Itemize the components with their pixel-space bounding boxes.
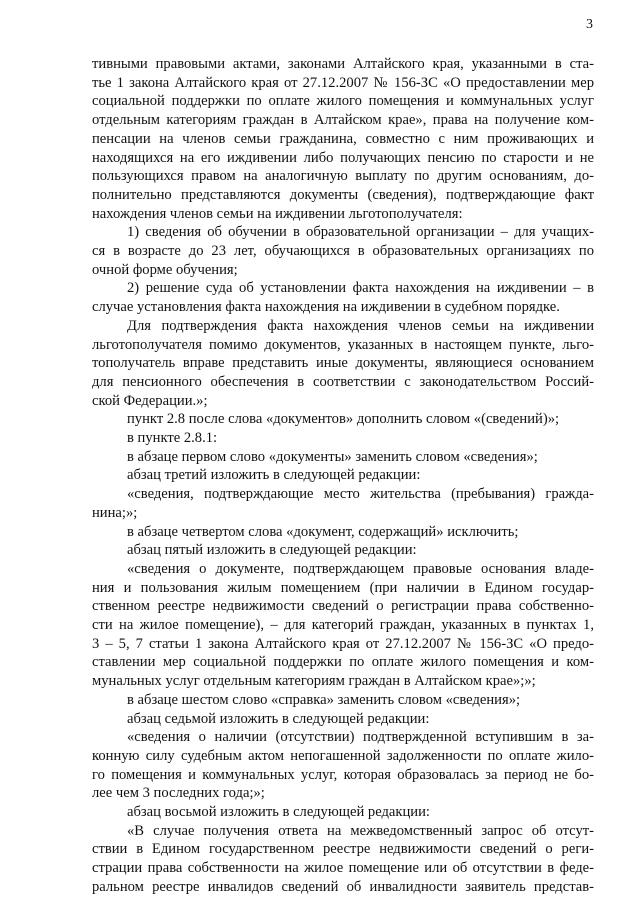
text-line: тивными правовыми актами, законами Алтайского края, указанными в ста-: [92, 56, 594, 72]
text-line: 3 – 5, 7 статьи 1 закона Алтайского края от 27.12.2007 № 156-ЗС «О предо-: [92, 635, 594, 652]
text-line: ставлении мер социальной поддержки по оплате жилого помещения и ком-: [92, 654, 594, 671]
text-line: абзац седьмой изложить в следующей редакции:: [127, 710, 430, 727]
text-line: сти на жилое помещение), – для категорий граждан, указанных в пунктах 1,: [92, 617, 594, 633]
text-line: абзац третий изложить в следующей редакции:: [127, 467, 421, 484]
text-line: случае установления факта нахождения на иждивении в судебном порядке.: [92, 299, 560, 316]
text-line: тье 1 закона Алтайского края от 27.12.2007 № 156-ЗС «О предоставлении мер: [92, 74, 594, 91]
text-line: нахождения членов семьи на иждивении льготополучателя:: [92, 205, 463, 222]
text-line: «сведения, подтверждающие место жительства (пребывания) гражда-: [127, 486, 594, 503]
text-line: ральном реестре инвалидов сведений об инвалидности заявитель представ-: [92, 878, 594, 895]
text-line: конную силу судебным актом непогашенной задолженности по оплате жило-: [92, 747, 594, 764]
text-line: пенсации на членов семьи гражданина, совместно с ним проживающих и: [92, 130, 594, 147]
text-line: отдельным категориям граждан в Алтайском крае», права на получение ком-: [92, 112, 594, 129]
text-line: «В случае получения ответа на межведомственный запрос об отсут-: [127, 822, 594, 839]
text-line: ния и пользования жилым помещением (при наличии в Едином государ-: [92, 579, 594, 596]
text-line: пункт 2.8 после слова «документов» дополнить словом «(сведений)»;: [127, 411, 560, 428]
text-line: находящихся на его иждивении либо получающих пенсию по старости и не: [92, 149, 594, 166]
text-line: Для подтверждения факта нахождения членов семьи на иждивении: [127, 317, 594, 334]
text-line: «сведения о документе, подтверждающем правовые основания владе-: [127, 560, 594, 577]
text-line: страции права собственности на жилое помещение или об отсутствии в феде-: [92, 860, 594, 877]
text-line: полнительно представляются документы (сведения), подтверждающие факт: [92, 186, 594, 203]
text-line: ственном реестре недвижимости сведений о регистрации права собственно-: [92, 598, 594, 615]
page-number: 3: [586, 17, 593, 32]
text-line: в пункте 2.8.1:: [127, 430, 218, 446]
text-line: «сведения о наличии (отсутствии) подтвержденной вступившим в за-: [127, 729, 594, 746]
text-line: в абзаце шестом слово «справка» заменить словом «сведения»;: [127, 691, 521, 708]
text-line: льготополучателя помимо документов, указанных в настоящем пункте, льго-: [92, 336, 594, 353]
text-line: ствии в Едином государственном реестре недвижимости сведений о реги-: [92, 841, 594, 858]
text-line: тополучатель вправе представить иные документы, являющиеся основанием: [92, 355, 594, 372]
text-line: лее чем 3 последних года;»;: [92, 785, 265, 802]
text-line: го помещения и коммунальных услуг, которая образовалась за период не бо-: [92, 766, 594, 783]
text-line: ся в возрасте до 23 лет, обучающихся в образовательных организациях по: [92, 243, 594, 259]
text-line: для пенсионного обеспечения в соответствии с законодательством Россий-: [92, 373, 594, 390]
text-line: абзац пятый изложить в следующей редакции:: [127, 542, 417, 559]
text-line: в абзаце четвертом слова «документ, содержащий» исключить;: [127, 523, 519, 540]
text-line: 1) сведения об обучении в образовательной организации – для учащих-: [127, 224, 594, 241]
text-line: абзац восьмой изложить в следующей редакции:: [127, 804, 430, 820]
text-line: мунальных услуг отдельным категориям граждан в Алтайском крае»;»;: [92, 673, 536, 690]
text-line: нина;»;: [92, 504, 138, 521]
text-line: социальной поддержки по оплате жилого помещения и коммунальных услуг: [92, 93, 594, 110]
text-line: в абзаце первом слово «документы» заменить словом «сведения»;: [127, 448, 538, 465]
text-line: 2) решение суда об установлении факта нахождения на иждивении – в: [127, 280, 594, 297]
text-line: пользующихся правом на аналогичную выплату по другим основаниям, до-: [92, 168, 594, 185]
text-line: ской Федерации.»;: [92, 392, 208, 409]
text-line: очной форме обучения;: [92, 261, 238, 278]
